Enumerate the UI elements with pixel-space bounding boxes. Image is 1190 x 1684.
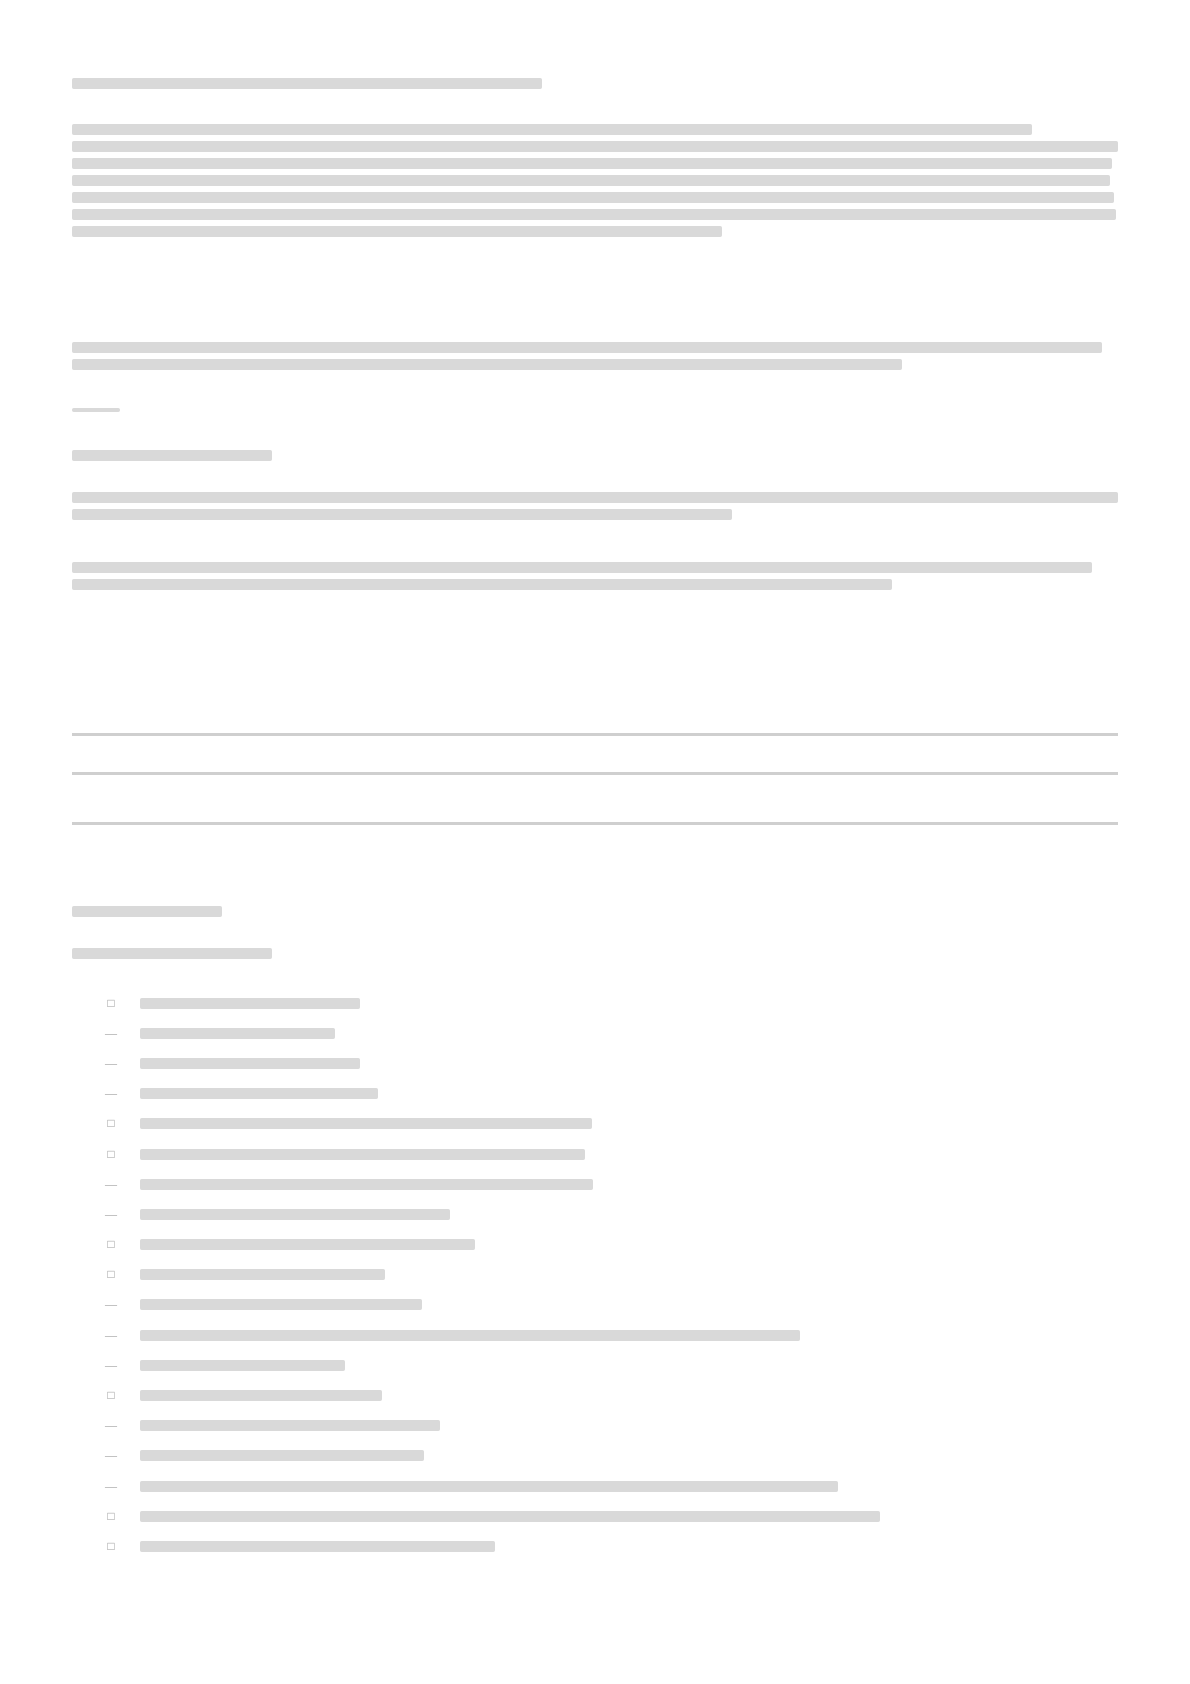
section1-paragraph1 — [72, 118, 1118, 243]
bullet-icon: — — [105, 1297, 117, 1312]
list-item — [72, 1471, 1118, 1501]
bullet-icon: □ — [107, 1146, 115, 1161]
bullet-icon: □ — [107, 1538, 115, 1553]
short-separator — [72, 402, 1118, 418]
list-item — [72, 988, 1118, 1018]
bullet-icon: □ — [107, 1237, 115, 1252]
bullet-icon: — — [105, 1055, 117, 1070]
list-item — [72, 1109, 1118, 1139]
section1-paragraph2 — [72, 336, 1118, 376]
bullet-icon: — — [105, 1448, 117, 1463]
section1-subheading — [72, 444, 1118, 467]
bullet-icon: — — [105, 1418, 117, 1433]
bullet-icon: — — [105, 1086, 117, 1101]
list-item — [72, 1260, 1118, 1290]
list-item — [72, 1079, 1118, 1109]
list-item — [72, 1169, 1118, 1199]
bullet-icon: □ — [107, 1116, 115, 1131]
list-item — [72, 1018, 1118, 1048]
list-item — [72, 1139, 1118, 1169]
bullet-icon: — — [105, 1206, 117, 1221]
bullet-icon: — — [105, 1176, 117, 1191]
list-item — [72, 1290, 1118, 1320]
section2-subheading — [72, 942, 1118, 965]
bullet-icon: □ — [107, 1508, 115, 1523]
list-item — [72, 1350, 1118, 1380]
bullet-icon: □ — [107, 995, 115, 1010]
horizontal-rule — [72, 822, 1118, 825]
bullet-icon: □ — [107, 1388, 115, 1403]
bullet-icon: — — [105, 1357, 117, 1372]
bullet-icon: — — [105, 1327, 117, 1342]
list-item — [72, 1048, 1118, 1078]
bullet-list — [72, 988, 1118, 1562]
list-item — [72, 1230, 1118, 1260]
bullet-icon: — — [105, 1025, 117, 1040]
list-item — [72, 1199, 1118, 1229]
horizontal-rule — [72, 772, 1118, 775]
list-item — [72, 1531, 1118, 1561]
list-item — [72, 1501, 1118, 1531]
list-item — [72, 1320, 1118, 1350]
horizontal-rule — [72, 733, 1118, 736]
bullet-icon: — — [105, 1478, 117, 1493]
list-item — [72, 1380, 1118, 1410]
section1-paragraph4 — [72, 556, 1118, 596]
bullet-icon: □ — [107, 1267, 115, 1282]
list-item — [72, 1441, 1118, 1471]
list-item — [72, 1411, 1118, 1441]
section2-heading — [72, 900, 1118, 923]
section1-paragraph3 — [72, 486, 1118, 526]
section1-heading — [72, 72, 1118, 95]
